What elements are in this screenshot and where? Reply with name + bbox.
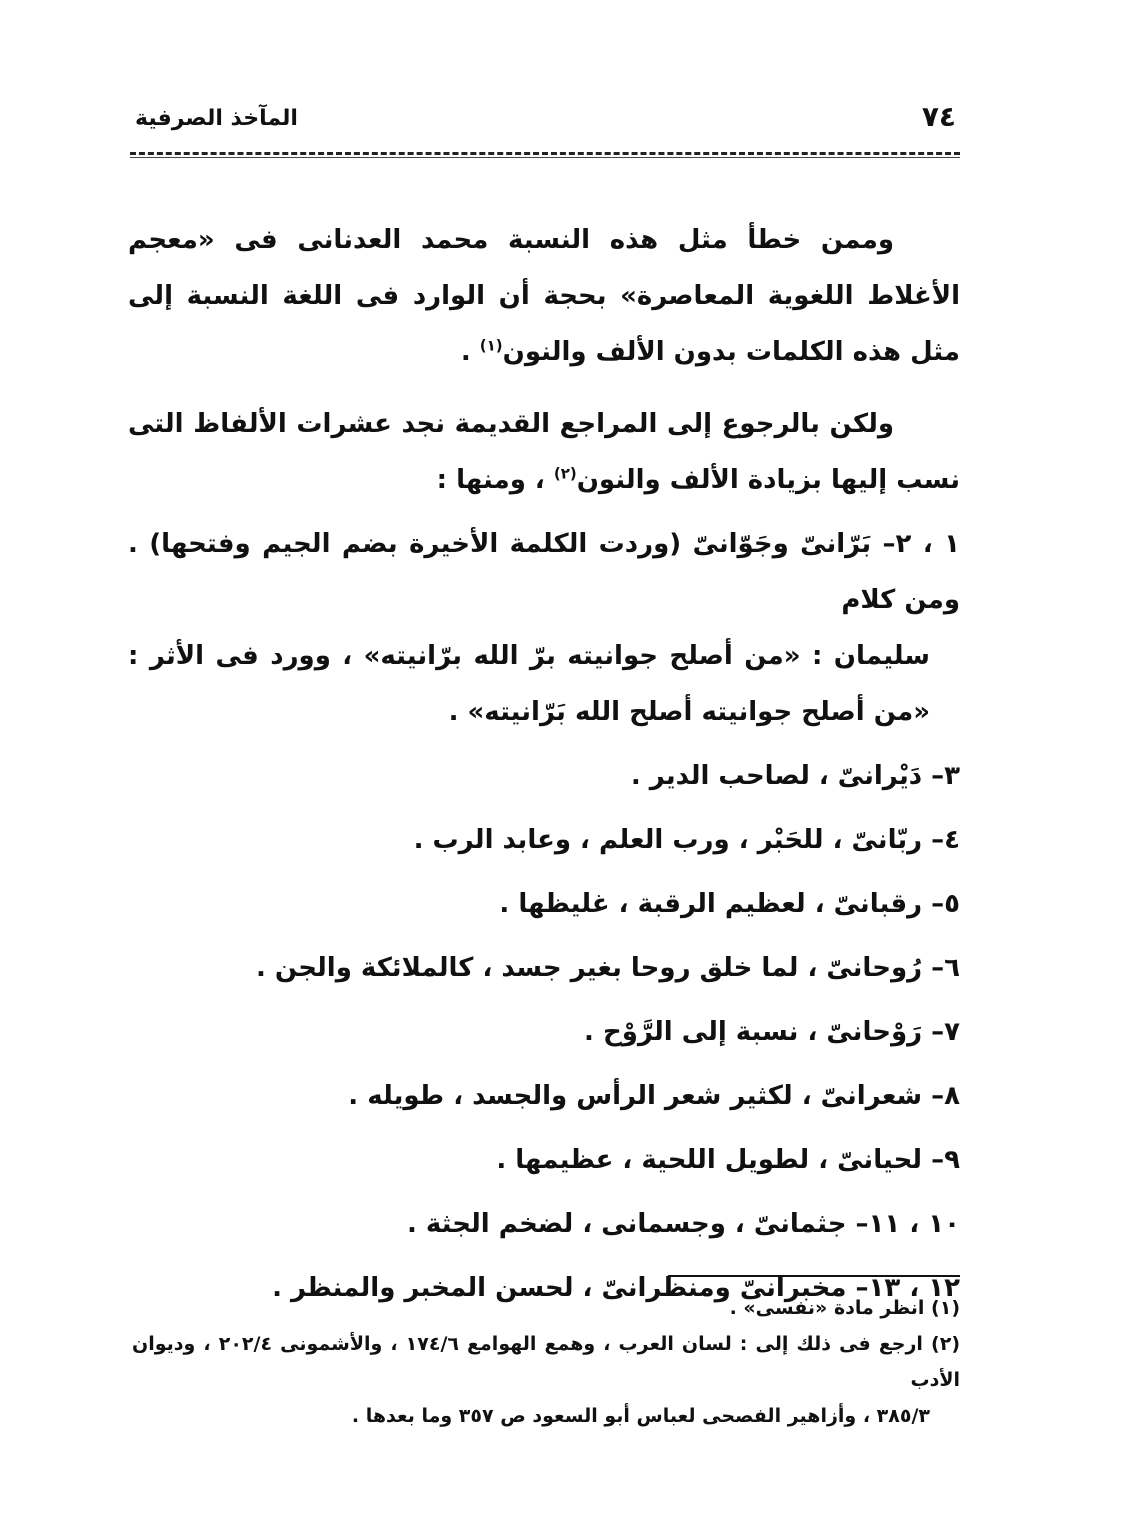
footnote-ref-1: (١): [479, 336, 503, 355]
footnotes: [132, 1290, 960, 1434]
list-item: ١٠ ، ١١– جثمانىّ ، وجسمانى ، لضخم الجثة .: [406, 1209, 960, 1239]
paragraph-2: [128, 396, 960, 508]
list-item: [128, 516, 960, 740]
footnote-rule: [668, 1275, 960, 1277]
word-list: [128, 516, 960, 1316]
header-rule: [130, 152, 960, 155]
paragraph-2-end: ، ومنها :: [436, 465, 554, 495]
page-number: ٧٤: [921, 100, 956, 133]
list-item: ١٢ ، ١٣– مخبرانىّ ومنظرانىّ ، لحسن المخبر والمنظر .: [272, 1273, 960, 1303]
footnote-ref-2: (٢): [553, 464, 577, 483]
running-title: المآخذ الصرفية: [135, 106, 298, 131]
list-item: ٩– لحيانىّ ، لطويل اللحية ، عظيمها .: [496, 1145, 960, 1175]
list-item: ٤– ربّانىّ ، للحَبْر ، ورب العلم ، وعابد الرب .: [413, 825, 960, 855]
list-item: ٨– شعرانىّ ، لكثير شعر الرأس والجسد ، طويله .: [348, 1081, 960, 1111]
paragraph-2-text: ولكن بالرجوع إلى المراجع القديمة نجد عشرات الألفاظ التى نسب إليها بزيادة الألف والنون: [128, 409, 960, 495]
footnote-1: (١) انظر مادة «نفسى» .: [729, 1297, 960, 1319]
main-text: [128, 212, 960, 1316]
list-item-text: ١ ، ٢– بَرّانىّ وجَوّانىّ (وردت الكلمة الأخيرة بضم الجيم وفتحها) . ومن كلام: [128, 529, 960, 615]
list-item: ٦– رُوحانىّ ، لما خلق روحا بغير جسد ، كالملائكة والجن .: [255, 953, 960, 983]
paragraph-1-end: .: [460, 337, 480, 367]
list-item: ٧– رَوْحانىّ ، نسبة إلى الرَّوْح .: [584, 1017, 960, 1047]
header-rule-line: [130, 157, 960, 158]
footnote-2: (٢) ارجع فى ذلك إلى : لسان العرب ، وهمع الهوامع ١٧٤/٦ ، والأشمونى ٢٠٢/٤ ، وديوان الأدب: [132, 1333, 960, 1391]
list-item: ٣– دَيْرانىّ ، لصاحب الدير .: [630, 761, 960, 791]
footnote-2-continuation: ٣٨٥/٣ ، وأزاهير الفصحى لعباس أبو السعود ص ٣٥٧ وما بعدها .: [351, 1405, 930, 1427]
paragraph-1-text: وممن خطأ مثل هذه النسبة محمد العدنانى فى «معجم الأغلاط اللغوية المعاصرة» بحجة أن الوارد فى اللغة النسبة إلى مثل هذه الكلمات بدون الألف والنون: [128, 225, 960, 367]
paragraph-1: [128, 212, 960, 380]
list-item-continuation: سليمان : «من أصلح جوانيته برّ الله برّانيته» ، وورد فى الأثر : «من أصلح جوانيته أصلح الله بَرّانيته» .: [128, 641, 930, 727]
list-item: ٥– رقبانىّ ، لعظيم الرقبة ، غليظها .: [499, 889, 960, 919]
